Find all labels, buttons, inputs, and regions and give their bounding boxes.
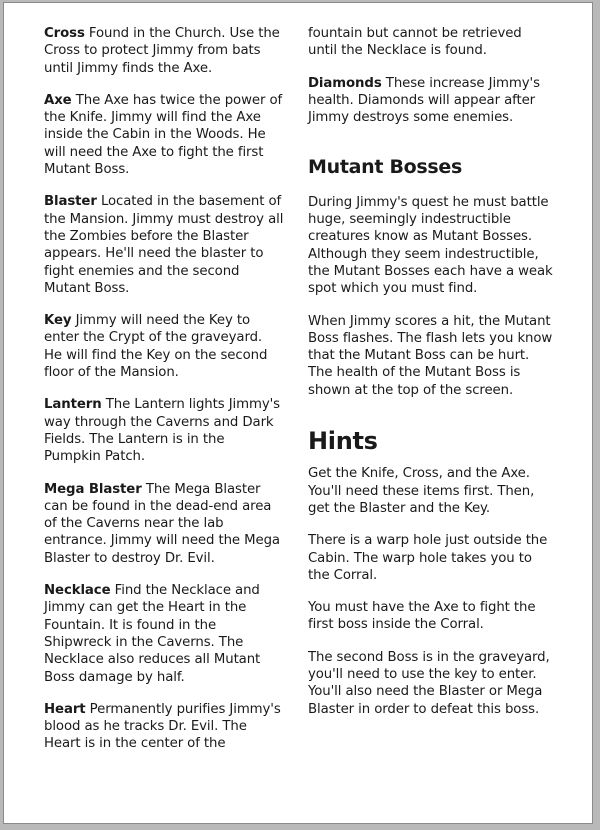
manual-page (3, 2, 593, 824)
item-diamonds (308, 75, 553, 127)
item-term: Blaster (44, 194, 97, 210)
item-term: Cross (44, 26, 85, 41)
item-description: Find the Necklace and Jimmy can get the Heart in the Fountain. It is found in the Shipwreck in the Caverns. The Necklace also reduces all Mutant Boss damage by half. (44, 583, 261, 685)
right-column (308, 25, 553, 733)
item-heart (44, 701, 284, 753)
item-description: The Axe has twice the power of the Knife. Jimmy will find the Axe inside the Cabin in the Woods. He will need the Axe to fight the first Mutant Boss. (44, 92, 283, 178)
item-term: Heart (44, 701, 86, 717)
hints-heading: Hints (308, 427, 378, 456)
item-term: Axe (44, 92, 72, 108)
item-description: Permanently purifies Jimmy's blood as he tracks Dr. Evil. The Heart is in the center of the (44, 701, 281, 752)
mutant-bosses-heading: Mutant Bosses (308, 156, 463, 179)
item-term: Diamonds (308, 75, 382, 91)
item-lantern (44, 396, 284, 465)
item-description: The Lantern lights Jimmy's way through the Caverns and Dark Fields. The Lantern is in the Pumpkin Patch. (44, 397, 280, 465)
left-column (44, 25, 284, 768)
item-heart-continued: fountain but cannot be retrieved until the Necklace is found. (308, 26, 522, 59)
item-cross (44, 25, 284, 77)
item-blaster (44, 193, 284, 297)
item-axe (44, 92, 284, 178)
mutant-bosses-paragraph: During Jimmy's quest he must battle huge, seemingly indestructible creatures know as Mutant Bosses. Although they seem indestructible, the Mutant Bosses each have a weak spot which you must find. (308, 194, 553, 297)
mutant-bosses-paragraph: When Jimmy scores a hit, the Mutant Boss flashes. The flash lets you know that the Mutant Boss can be hurt. The health of the Mutant Boss is shown at the top of the screen. (308, 313, 553, 398)
item-term: Mega Blaster (44, 481, 142, 497)
item-term: Lantern (44, 397, 102, 413)
hint-paragraph: You must have the Axe to fight the first boss inside the Corral. (308, 600, 536, 633)
item-description: Located in the basement of the Mansion. Jimmy must destroy all the Zombies before the Blaster appears. He'll need the blaster to fight enemies and the second Mutant Boss. (44, 194, 284, 296)
item-necklace (44, 582, 284, 686)
hint-paragraph: The second Boss is in the graveyard, you'll need to use the key to enter. You'll also need the Blaster or Mega Blaster in order to defeat this boss. (308, 649, 550, 717)
item-description: These increase Jimmy's health. Diamonds will appear after Jimmy destroys some enemies. (308, 75, 540, 126)
hint-paragraph: Get the Knife, Cross, and the Axe. You'll need these items first. Then, get the Blaster and the Key. (308, 466, 535, 516)
item-description: The Mega Blaster can be found in the dead-end area of the Caverns near the lab entrance. Jimmy will need the Mega Blaster to destroy Dr. Evil. (44, 481, 280, 566)
hint-paragraph: There is a warp hole just outside the Cabin. The warp hole takes you to the Corral. (308, 533, 548, 583)
item-key (44, 312, 284, 381)
item-term: Necklace (44, 583, 111, 599)
item-mega-blaster (44, 481, 284, 567)
item-description: Jimmy will need the Key to enter the Crypt of the graveyard. He will find the Key on the second floor of the Mansion. (44, 313, 268, 381)
item-term: Key (44, 313, 72, 329)
item-description: Found in the Church. Use the Cross to protect Jimmy from bats until Jimmy finds the Axe. (44, 26, 280, 76)
